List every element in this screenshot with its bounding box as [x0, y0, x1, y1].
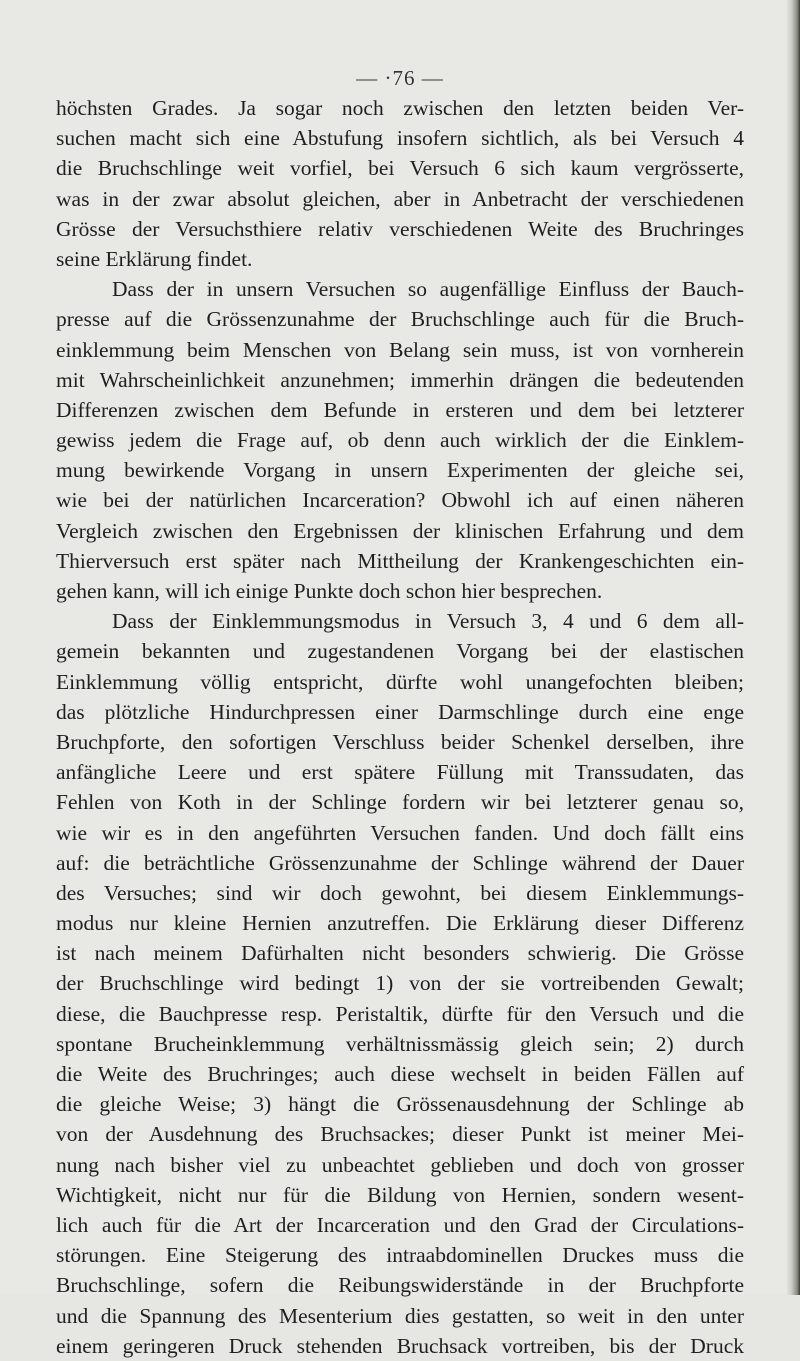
text-line: Bruchschlinge, sofern die Reibungswiderstände in der Bruchpforte	[56, 1273, 744, 1298]
text-line: suchen macht sich eine Abstufung insofern sichtlich, als bei Versuch 4	[56, 126, 744, 151]
text-line: Differenzen zwischen dem Befunde in ersteren und dem bei letzterer	[56, 397, 744, 422]
text-line: die Bruchschlinge weit vorfiel, bei Versuch 6 sich kaum vergrösserte,	[56, 156, 744, 181]
text-line: Dass der Einklemmungsmodus in Versuch 3, 4 und 6 dem all-	[112, 609, 744, 634]
text-line: lich auch für die Art der Incarceration und den Grad der Circulations-	[56, 1212, 744, 1237]
text-line: nung nach bisher viel zu unbeachtet geblieben und doch von grosser	[56, 1152, 744, 1177]
text-line: Grösse der Versuchsthiere relativ verschiedenen Weite des Bruchringes	[56, 216, 744, 241]
text-line: des Versuches; sind wir doch gewohnt, bei diesem Einklemmungs-	[56, 880, 744, 905]
text-line: Bruchpforte, den sofortigen Verschluss beider Schenkel derselben, ihre	[56, 729, 744, 754]
text-line: Fehlen von Koth in der Schlinge fordern wir bei letzterer genau so,	[56, 790, 744, 815]
text-line: und die Spannung des Mesenterium dies gestatten, so weit in den unter	[56, 1303, 744, 1328]
text-line: der Bruchschlinge wird bedingt 1) von der sie vortreibenden Gewalt;	[56, 971, 744, 996]
text-line: seine Erklärung findet.	[56, 246, 253, 271]
text-line: höchsten Grades. Ja sogar noch zwischen den letzten beiden Ver-	[56, 96, 744, 120]
text-line: spontane Brucheinklemmung verhältnissmässig gleich sein; 2) durch	[56, 1031, 744, 1056]
text-line: gewiss jedem die Frage auf, ob denn auch wirklich der die Einklem-	[56, 428, 744, 453]
text-line: die Weite des Bruchringes; auch diese wechselt in beiden Fällen auf	[56, 1062, 744, 1086]
text-line: einklemmung beim Menschen von Belang sein muss, ist von vornherein	[56, 337, 744, 362]
text-line: von der Ausdehnung des Bruchsackes; dieser Punkt ist meiner Mei-	[56, 1122, 744, 1147]
text-line: Dass der in unsern Versuchen so augenfällige Einfluss der Bauch-	[112, 277, 744, 302]
text-line: ist nach meinem Dafürhalten nicht besonders schwierig. Die Grösse	[56, 941, 744, 966]
text-line: die gleiche Weise; 3) hängt die Grössenausdehnung der Schlinge ab	[56, 1092, 744, 1117]
text-line: gehen kann, will ich einige Punkte doch schon hier besprechen.	[56, 579, 603, 603]
text-line: anfängliche Leere und erst spätere Füllung mit Transsudaten, das	[56, 760, 744, 785]
text-line: was in der zwar absolut gleichen, aber in Anbetracht der verschiedenen	[56, 186, 744, 211]
text-line: Einklemmung völlig entspricht, dürfte wohl unangefochten bleiben;	[56, 669, 744, 694]
text-line: presse auf die Grössenzunahme der Bruchschlinge auch für die Bruch-	[56, 307, 744, 332]
page-number: — ·76 —	[356, 66, 444, 90]
text-line: gemein bekannten und zugestandenen Vorgang bei der elastischen	[56, 639, 744, 664]
body-text	[56, 93, 744, 1361]
text-line: diese, die Bauchpresse resp. Peristaltik, dürfte für den Versuch und die	[56, 1001, 744, 1026]
text-line: Vergleich zwischen den Ergebnissen der klinischen Erfahrung und dem	[56, 518, 744, 543]
text-line: modus nur kleine Hernien anzutreffen. Die Erklärung dieser Differenz	[56, 911, 744, 936]
text-line: auf: die beträchtliche Grössenzunahme der Schlinge während der Dauer	[56, 850, 744, 875]
text-line: Wichtigkeit, nicht nur für die Bildung von Hernien, sondern wesent-	[56, 1182, 744, 1207]
text-line: mit Wahrscheinlichkeit anzunehmen; immerhin drängen die bedeutenden	[56, 367, 744, 392]
text-line: das plötzliche Hindurchpressen einer Darmschlinge durch eine enge	[56, 699, 744, 724]
text-line: wie wir es in den angeführten Versuchen fanden. Und doch fällt eins	[56, 820, 744, 845]
text-line: mung bewirkende Vorgang in unsern Experimenten der gleiche sei,	[56, 458, 744, 483]
text-line: störungen. Eine Steigerung des intraabdominellen Druckes muss die	[56, 1243, 744, 1268]
text-line: Thierversuch erst später nach Mittheilung der Krankengeschichten ein-	[56, 548, 744, 573]
text-line: wie bei der natürlichen Incarceration? Obwohl ich auf einen näheren	[56, 488, 744, 513]
text-line: einem geringeren Druck stehenden Bruchsack vortreiben, bis der Druck	[56, 1333, 744, 1358]
page-edge-shadow	[786, 0, 800, 1295]
